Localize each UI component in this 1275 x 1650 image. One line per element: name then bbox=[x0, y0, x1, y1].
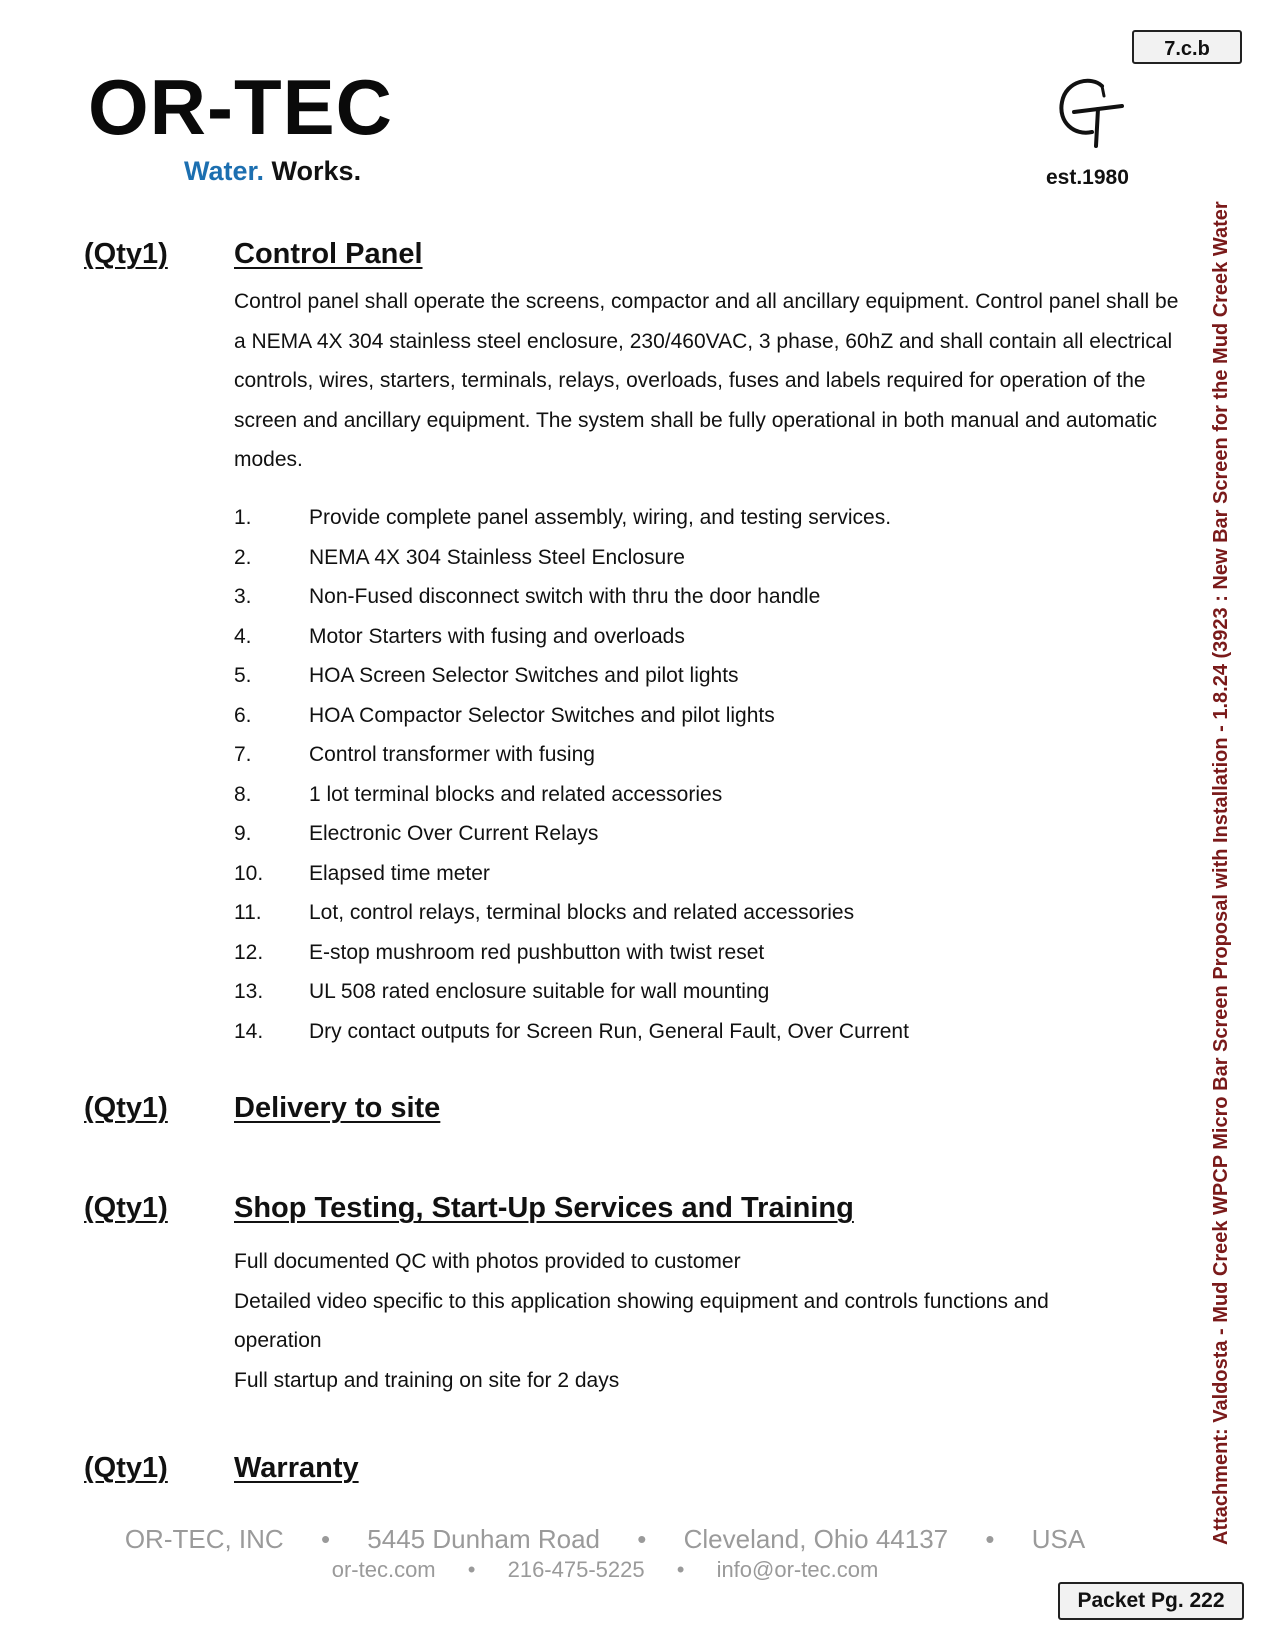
section-title: Warranty bbox=[234, 1452, 359, 1484]
list-item-number: 14. bbox=[234, 1019, 264, 1043]
list-item-number: 10. bbox=[234, 861, 264, 885]
list-item-number: 8. bbox=[234, 782, 252, 806]
testing-line: Full documented QC with photos provided to customer bbox=[234, 1250, 741, 1273]
section-warranty-heading bbox=[84, 1450, 484, 1486]
tagline-water: Water. bbox=[184, 156, 265, 186]
list-item-text: E-stop mushroom red pushbutton with twist reset bbox=[309, 940, 765, 964]
list-item bbox=[234, 577, 909, 617]
list-item-number: 4. bbox=[234, 624, 252, 648]
control-panel-item-list bbox=[234, 498, 909, 1051]
footer-bullet: • bbox=[320, 1524, 331, 1554]
section-testing-heading bbox=[84, 1190, 884, 1226]
section-qty: (Qty1) bbox=[84, 1192, 168, 1224]
company-tagline bbox=[184, 158, 361, 185]
section-qty: (Qty1) bbox=[84, 1092, 168, 1124]
list-item bbox=[234, 1012, 909, 1052]
company-logo: OR-TEC bbox=[88, 63, 393, 151]
list-item-number: 11. bbox=[234, 901, 262, 924]
list-item-text: Motor Starters with fusing and overloads bbox=[309, 624, 685, 648]
list-item bbox=[234, 933, 909, 973]
footer-bullet: • bbox=[467, 1557, 476, 1582]
ot-monogram-icon bbox=[1052, 72, 1132, 152]
control-panel-description: Control panel shall operate the screens, compactor and all ancillary equipment. Control panel shall be a NEMA 4X 304 stainless steel enclosure, 230/460VAC, 3 phase, 60hZ and shall contain all electrical controls, wires, starters, terminals, relays, overloads, fuses and labels required for operation of the screen and ancillary equipment. The system shall be fully operational in both manual and automatic modes. bbox=[234, 290, 1179, 471]
list-item bbox=[234, 735, 909, 775]
list-item-text: NEMA 4X 304 Stainless Steel Enclosure bbox=[309, 545, 685, 569]
list-item-number: 12. bbox=[234, 940, 264, 964]
list-item-text: Non-Fused disconnect switch with thru the door handle bbox=[309, 585, 821, 608]
list-item-text: Dry contact outputs for Screen Run, General Fault, Over Current bbox=[309, 1019, 909, 1043]
testing-description bbox=[234, 1242, 1049, 1400]
testing-line: Full startup and training on site for 2 days bbox=[234, 1368, 620, 1392]
list-item-text: Lot, control relays, terminal blocks and related accessories bbox=[309, 901, 855, 924]
list-item-text: Elapsed time meter bbox=[309, 861, 490, 885]
footer-bullet: • bbox=[985, 1524, 995, 1554]
list-item-number: 6. bbox=[234, 703, 252, 727]
list-item bbox=[234, 814, 909, 854]
list-item-number: 13. bbox=[234, 980, 264, 1003]
list-item-number: 1. bbox=[234, 506, 252, 529]
packet-page-number: Packet Pg. 222 bbox=[1058, 1582, 1244, 1620]
list-item-text: UL 508 rated enclosure suitable for wall mounting bbox=[309, 980, 770, 1003]
list-item-text: Electronic Over Current Relays bbox=[309, 822, 599, 845]
footer-country: USA bbox=[1031, 1524, 1086, 1554]
footer-phone: 216-475-5225 bbox=[507, 1557, 645, 1582]
footer-address-line bbox=[0, 1524, 1210, 1555]
list-item bbox=[234, 972, 909, 1012]
footer-street: 5445 Dunham Road bbox=[367, 1524, 601, 1554]
list-item-number: 9. bbox=[234, 822, 252, 845]
footer-email[interactable]: info@or-tec.com bbox=[716, 1557, 879, 1582]
footer-contact-line bbox=[0, 1557, 1210, 1583]
list-item bbox=[234, 696, 909, 736]
list-item bbox=[234, 775, 909, 815]
section-qty: (Qty1) bbox=[84, 238, 168, 270]
attachment-banner: Attachment: Valdosta - Mud Creek WPCP Micro Bar Screen Proposal with Installation - 1.8.24 (3923 : New Bar Screen for the Mud Creek Water bbox=[1210, 201, 1232, 1545]
list-item-text: HOA Compactor Selector Switches and pilot lights bbox=[309, 703, 775, 727]
list-item bbox=[234, 893, 909, 933]
list-item-text: 1 lot terminal blocks and related accessories bbox=[309, 782, 723, 806]
list-item bbox=[234, 538, 909, 578]
testing-line: Detailed video specific to this application showing equipment and controls functions and bbox=[234, 1289, 1049, 1313]
list-item-number: 3. bbox=[234, 585, 252, 608]
list-item-number: 7. bbox=[234, 743, 252, 766]
established-year: est.1980 bbox=[1046, 166, 1129, 189]
list-item-text: HOA Screen Selector Switches and pilot lights bbox=[309, 664, 739, 687]
footer-bullet: • bbox=[637, 1524, 647, 1554]
tagline-works: Works. bbox=[271, 156, 362, 186]
footer-website[interactable]: or-tec.com bbox=[331, 1557, 436, 1582]
list-item-text: Provide complete panel assembly, wiring, and testing services. bbox=[309, 506, 892, 529]
section-control-panel-heading bbox=[84, 236, 484, 272]
testing-line: operation bbox=[234, 1329, 322, 1352]
list-item-number: 5. bbox=[234, 664, 252, 687]
footer-city: Cleveland, Ohio 44137 bbox=[683, 1524, 949, 1554]
section-title: Shop Testing, Start-Up Services and Training bbox=[234, 1192, 854, 1224]
list-item-text: Control transformer with fusing bbox=[309, 743, 595, 766]
footer-company: OR-TEC, INC bbox=[124, 1524, 284, 1554]
agenda-tag: 7.c.b bbox=[1132, 30, 1242, 64]
list-item bbox=[234, 617, 909, 657]
list-item bbox=[234, 656, 909, 696]
list-item bbox=[234, 854, 909, 894]
section-qty: (Qty1) bbox=[84, 1452, 168, 1484]
section-title: Control Panel bbox=[234, 238, 423, 270]
list-item bbox=[234, 498, 909, 538]
footer-bullet: • bbox=[676, 1557, 685, 1582]
section-title: Delivery to site bbox=[234, 1092, 441, 1124]
list-item-number: 2. bbox=[234, 545, 252, 569]
section-delivery-heading bbox=[84, 1090, 484, 1126]
